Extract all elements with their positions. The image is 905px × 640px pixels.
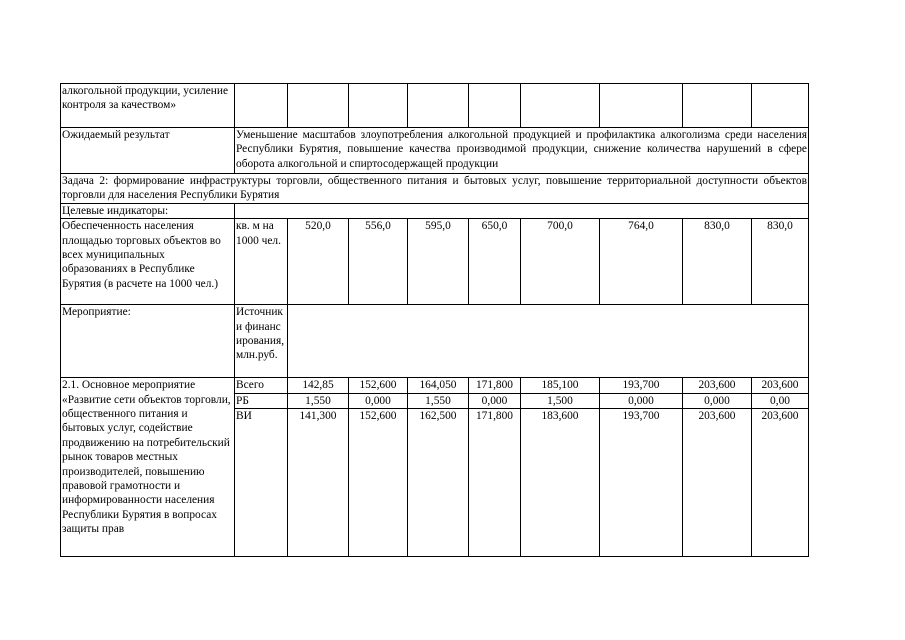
indicator-value: 700,0 (521, 219, 600, 305)
funding-value: 193,700 (600, 409, 683, 557)
funding-value: 1,550 (408, 393, 469, 408)
row-expected-result (61, 128, 809, 174)
target-indicators-label: Целевые индикаторы: (61, 203, 235, 218)
indicator-value: 764,0 (600, 219, 683, 305)
funding-source-header: Источники финансирования, млн.руб. (235, 305, 288, 378)
empty-cell (683, 84, 752, 128)
expected-result-label: Ожидаемый результат (61, 128, 235, 174)
funding-value: 0,000 (349, 393, 408, 408)
funding-value: 164,050 (408, 378, 469, 393)
empty-cell (235, 84, 288, 128)
funding-value: 0,000 (469, 393, 521, 408)
indicator-value: 556,0 (349, 219, 408, 305)
empty-cell (235, 203, 809, 218)
funding-value: 1,500 (521, 393, 600, 408)
empty-cell (408, 84, 469, 128)
funding-value: 162,500 (408, 409, 469, 557)
funding-value: 183,600 (521, 409, 600, 557)
empty-cell (600, 84, 683, 128)
funding-value: 0,00 (752, 393, 809, 408)
funding-value: 1,550 (288, 393, 349, 408)
funding-value: 152,600 (349, 378, 408, 393)
funding-value: 185,100 (521, 378, 600, 393)
indicator-label: Обеспеченность населения площадью торговых объектов во всех муниципальных образованиях в Республике Бурятия (в расчете на 1000 чел.) (61, 219, 235, 305)
funding-value: 171,800 (469, 409, 521, 557)
funding-value: 0,000 (683, 393, 752, 408)
indicator-value: 520,0 (288, 219, 349, 305)
row-task-2 (61, 174, 809, 204)
empty-cell (288, 305, 809, 378)
funding-value: 203,600 (752, 409, 809, 557)
row-indicator (61, 219, 809, 305)
funding-value: 203,600 (683, 378, 752, 393)
funding-value: 203,600 (683, 409, 752, 557)
empty-cell (349, 84, 408, 128)
row-target-indicators (61, 203, 809, 218)
empty-cell (752, 84, 809, 128)
row-activity-total (61, 378, 809, 393)
funding-value: 0,000 (600, 393, 683, 408)
funding-value: 152,600 (349, 409, 408, 557)
row-activity-header (61, 305, 809, 378)
funding-source: Всего (235, 378, 288, 393)
funding-value: 142,85 (288, 378, 349, 393)
indicator-value: 830,0 (683, 219, 752, 305)
row-continued-activity (61, 84, 809, 128)
funding-value: 193,700 (600, 378, 683, 393)
empty-cell (469, 84, 521, 128)
expected-result-text: Уменьшение масштабов злоупотребления алкогольной продукцией и профилактика алкоголизма среди населения Республики Бурятия, повышение качества производимой продукции, снижение количества нарушений в сфере оборота алкогольной и спиртосодержащей продукции (235, 128, 809, 174)
funding-source: РБ (235, 393, 288, 408)
funding-value: 141,300 (288, 409, 349, 557)
program-table (60, 83, 809, 557)
funding-value: 203,600 (752, 378, 809, 393)
empty-cell (288, 84, 349, 128)
indicator-value: 595,0 (408, 219, 469, 305)
task-2-text: Задача 2: формирование инфраструктуры торговли, общественного питания и бытовых услуг, повышение территориальной доступности объектов торговли для населения Республики Бурятия (62, 175, 807, 202)
main-activity-text: 2.1. Основное мероприятие «Развитие сети объектов торговли, общественного питания и бытовых услуг, содействие продвижению на потребительский рынок товаров местных производителей, повышению правовой грамотности и информированности населения Республики Бурятия в вопросах защиты прав (61, 378, 235, 557)
activity-label: Мероприятие: (61, 305, 235, 378)
indicator-value: 830,0 (752, 219, 809, 305)
indicator-unit: кв. м на 1000 чел. (235, 219, 288, 305)
funding-source: ВИ (235, 409, 288, 557)
funding-value: 171,800 (469, 378, 521, 393)
indicator-value: 650,0 (469, 219, 521, 305)
continued-activity-text: алкогольной продукции, усиление контроля за качеством» (61, 84, 235, 128)
empty-cell (521, 84, 600, 128)
